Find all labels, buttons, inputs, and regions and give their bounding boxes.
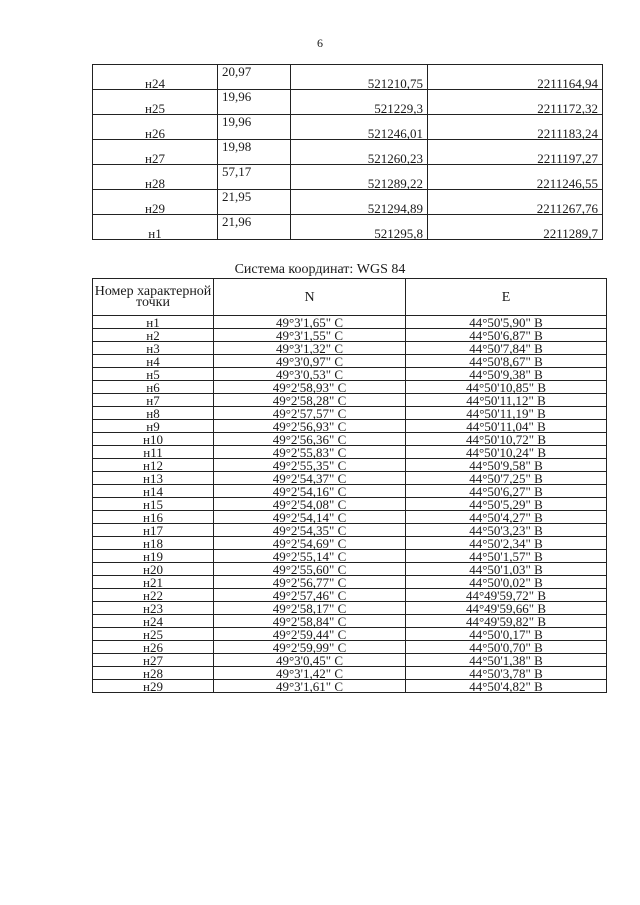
point-id-cell: н17 bbox=[93, 524, 214, 537]
longitude-cell: 44°50'6,27" В bbox=[406, 485, 607, 498]
table-row bbox=[93, 227, 603, 240]
longitude-cell: 44°50'5,29" В bbox=[406, 498, 607, 511]
latitude-cell: 49°2'57,57" С bbox=[214, 407, 406, 420]
longitude-cell: 44°50'4,82" В bbox=[406, 680, 607, 693]
point-id-cell: н10 bbox=[93, 433, 214, 446]
table-row bbox=[93, 654, 607, 667]
longitude-cell: 44°50'6,87" В bbox=[406, 329, 607, 342]
longitude-cell: 44°50'10,85" В bbox=[406, 381, 607, 394]
longitude-cell: 44°50'11,19" В bbox=[406, 407, 607, 420]
longitude-cell: 44°49'59,72" В bbox=[406, 589, 607, 602]
point-id-cell: н18 bbox=[93, 537, 214, 550]
table-row bbox=[93, 485, 607, 498]
table-row bbox=[93, 459, 607, 472]
latitude-cell: 49°2'56,36" С bbox=[214, 433, 406, 446]
latitude-cell: 49°3'1,61" С bbox=[214, 680, 406, 693]
point-id-cell: н27 bbox=[93, 152, 218, 165]
longitude-cell: 44°50'7,25" В bbox=[406, 472, 607, 485]
table-row bbox=[93, 329, 607, 342]
page-number: 6 bbox=[317, 36, 323, 50]
table-row bbox=[93, 550, 607, 563]
latitude-cell: 49°2'57,46" С bbox=[214, 589, 406, 602]
table-row bbox=[93, 576, 607, 589]
distance-cell: 19,98 bbox=[218, 140, 291, 153]
table-row bbox=[93, 498, 607, 511]
point-id-cell: н9 bbox=[93, 420, 214, 433]
point-id-cell: н24 bbox=[93, 615, 214, 628]
point-id-cell: н28 bbox=[93, 177, 218, 190]
latitude-cell: 49°2'58,84" С bbox=[214, 615, 406, 628]
latitude-cell: 49°2'54,08" С bbox=[214, 498, 406, 511]
point-id-cell: н19 bbox=[93, 550, 214, 563]
table-row bbox=[93, 202, 603, 215]
distance-cell: 19,96 bbox=[218, 90, 291, 103]
table-row bbox=[93, 524, 607, 537]
table-row bbox=[93, 641, 607, 654]
latitude-cell: 49°2'54,16" С bbox=[214, 485, 406, 498]
distance-row bbox=[93, 65, 603, 78]
latitude-cell: 49°2'54,37" С bbox=[214, 472, 406, 485]
distance-cell: 21,95 bbox=[218, 190, 291, 203]
latitude-cell: 49°2'55,83" С bbox=[214, 446, 406, 459]
latitude-cell: 49°2'56,93" С bbox=[214, 420, 406, 433]
point-id-cell: н26 bbox=[93, 641, 214, 654]
point-id-cell: н23 bbox=[93, 602, 214, 615]
table-row bbox=[93, 152, 603, 165]
east-header: E bbox=[406, 279, 607, 316]
table-row bbox=[93, 602, 607, 615]
y-coordinate-cell: 2211197,27 bbox=[428, 152, 603, 165]
table-row bbox=[93, 77, 603, 90]
latitude-cell: 49°3'1,32" С bbox=[214, 342, 406, 355]
table-row bbox=[93, 407, 607, 420]
longitude-cell: 44°49'59,82" В bbox=[406, 615, 607, 628]
longitude-cell: 44°50'9,58" В bbox=[406, 459, 607, 472]
distance-row bbox=[93, 165, 603, 178]
longitude-cell: 44°50'1,57" В bbox=[406, 550, 607, 563]
x-coordinate-cell: 521210,75 bbox=[291, 77, 428, 90]
table-row bbox=[93, 472, 607, 485]
x-coordinate-cell: 521294,89 bbox=[291, 202, 428, 215]
latitude-cell: 49°3'1,65" С bbox=[214, 316, 406, 329]
point-id-cell: н14 bbox=[93, 485, 214, 498]
wgs84-coordinates-body bbox=[93, 316, 607, 693]
table-row bbox=[93, 667, 607, 680]
distance-row bbox=[93, 190, 603, 203]
x-coordinate-cell: 521295,8 bbox=[291, 227, 428, 240]
table-row bbox=[93, 394, 607, 407]
latitude-cell: 49°3'0,53" С bbox=[214, 368, 406, 381]
latitude-cell: 49°2'54,14" С bbox=[214, 511, 406, 524]
longitude-cell: 44°50'0,70" В bbox=[406, 641, 607, 654]
longitude-cell: 44°50'0,02" В bbox=[406, 576, 607, 589]
point-id-cell: н26 bbox=[93, 127, 218, 140]
longitude-cell: 44°50'10,72" В bbox=[406, 433, 607, 446]
latitude-cell: 49°3'0,45" С bbox=[214, 654, 406, 667]
latitude-cell: 49°2'55,14" С bbox=[214, 550, 406, 563]
boundary-coordinates-body bbox=[93, 65, 603, 240]
table-row bbox=[93, 102, 603, 115]
longitude-cell: 44°50'1,03" В bbox=[406, 563, 607, 576]
longitude-cell: 44°50'7,84" В bbox=[406, 342, 607, 355]
point-id-cell: н1 bbox=[93, 316, 214, 329]
longitude-cell: 44°50'2,34" В bbox=[406, 537, 607, 550]
y-coordinate-cell: 2211289,7 bbox=[428, 227, 603, 240]
latitude-cell: 49°2'55,60" С bbox=[214, 563, 406, 576]
latitude-cell: 49°2'54,35" С bbox=[214, 524, 406, 537]
distance-cell: 21,96 bbox=[218, 215, 291, 228]
y-coordinate-cell: 2211267,76 bbox=[428, 202, 603, 215]
point-id-cell: н5 bbox=[93, 368, 214, 381]
x-coordinate-cell: 521260,23 bbox=[291, 152, 428, 165]
point-id-cell: н27 bbox=[93, 654, 214, 667]
longitude-cell: 44°50'0,17" В bbox=[406, 628, 607, 641]
latitude-cell: 49°3'0,97" С bbox=[214, 355, 406, 368]
point-id-cell: н24 bbox=[93, 77, 218, 90]
table-row bbox=[93, 615, 607, 628]
point-id-cell: н4 bbox=[93, 355, 214, 368]
longitude-cell: 44°50'10,24" В bbox=[406, 446, 607, 459]
point-id-cell: н3 bbox=[93, 342, 214, 355]
longitude-cell: 44°50'8,67" В bbox=[406, 355, 607, 368]
table-row bbox=[93, 537, 607, 550]
distance-cell: 20,97 bbox=[218, 65, 291, 78]
point-id-cell: н7 bbox=[93, 394, 214, 407]
latitude-cell: 49°3'1,42" С bbox=[214, 667, 406, 680]
latitude-cell: 49°2'56,77" С bbox=[214, 576, 406, 589]
table-row bbox=[93, 368, 607, 381]
point-id-cell: н25 bbox=[93, 628, 214, 641]
distance-row bbox=[93, 140, 603, 153]
table-row bbox=[93, 433, 607, 446]
point-id-cell: н20 bbox=[93, 563, 214, 576]
longitude-cell: 44°49'59,66" В bbox=[406, 602, 607, 615]
table-row bbox=[93, 342, 607, 355]
point-id-cell: н28 bbox=[93, 667, 214, 680]
point-id-cell: н12 bbox=[93, 459, 214, 472]
x-coordinate-cell: 521289,22 bbox=[291, 177, 428, 190]
point-id-cell: н1 bbox=[93, 227, 218, 240]
table-row bbox=[93, 381, 607, 394]
table-row bbox=[93, 628, 607, 641]
x-coordinate-cell: 521246,01 bbox=[291, 127, 428, 140]
table-header-row bbox=[93, 279, 607, 316]
table-row bbox=[93, 420, 607, 433]
distance-row bbox=[93, 115, 603, 128]
point-id-cell: н25 bbox=[93, 102, 218, 115]
point-id-cell: н2 bbox=[93, 329, 214, 342]
latitude-cell: 49°2'59,99" С bbox=[214, 641, 406, 654]
y-coordinate-cell: 2211246,55 bbox=[428, 177, 603, 190]
wgs84-coordinates-table bbox=[92, 278, 607, 693]
point-id-cell: н13 bbox=[93, 472, 214, 485]
point-number-header: Номер характерной точки bbox=[93, 279, 214, 316]
point-id-cell: н8 bbox=[93, 407, 214, 420]
distance-row bbox=[93, 90, 603, 103]
longitude-cell: 44°50'1,38" В bbox=[406, 654, 607, 667]
longitude-cell: 44°50'11,12" В bbox=[406, 394, 607, 407]
north-header: N bbox=[214, 279, 406, 316]
x-coordinate-cell: 521229,3 bbox=[291, 102, 428, 115]
latitude-cell: 49°2'58,93" С bbox=[214, 381, 406, 394]
distance-row bbox=[93, 215, 603, 228]
point-id-cell: н29 bbox=[93, 680, 214, 693]
y-coordinate-cell: 2211172,32 bbox=[428, 102, 603, 115]
point-id-cell: н21 bbox=[93, 576, 214, 589]
table-row bbox=[93, 446, 607, 459]
table-row bbox=[93, 680, 607, 693]
point-id-cell: н29 bbox=[93, 202, 218, 215]
table-row bbox=[93, 589, 607, 602]
longitude-cell: 44°50'11,04" В bbox=[406, 420, 607, 433]
table-row bbox=[93, 177, 603, 190]
table-row bbox=[93, 511, 607, 524]
table-row bbox=[93, 563, 607, 576]
distance-cell: 19,96 bbox=[218, 115, 291, 128]
latitude-cell: 49°2'55,35" С bbox=[214, 459, 406, 472]
y-coordinate-cell: 2211164,94 bbox=[428, 77, 603, 90]
latitude-cell: 49°3'1,55" С bbox=[214, 329, 406, 342]
latitude-cell: 49°2'59,44" С bbox=[214, 628, 406, 641]
boundary-coordinates-table bbox=[92, 64, 603, 240]
point-id-cell: н15 bbox=[93, 498, 214, 511]
point-id-cell: н16 bbox=[93, 511, 214, 524]
longitude-cell: 44°50'3,23" В bbox=[406, 524, 607, 537]
table-row bbox=[93, 355, 607, 368]
longitude-cell: 44°50'4,27" В bbox=[406, 511, 607, 524]
distance-cell: 57,17 bbox=[218, 165, 291, 178]
longitude-cell: 44°50'5,90" В bbox=[406, 316, 607, 329]
table-row bbox=[93, 316, 607, 329]
longitude-cell: 44°50'3,78" В bbox=[406, 667, 607, 680]
y-coordinate-cell: 2211183,24 bbox=[428, 127, 603, 140]
latitude-cell: 49°2'54,69" С bbox=[214, 537, 406, 550]
point-id-cell: н22 bbox=[93, 589, 214, 602]
coordinate-system-title: Система координат: WGS 84 bbox=[234, 262, 406, 277]
latitude-cell: 49°2'58,28" С bbox=[214, 394, 406, 407]
point-id-cell: н11 bbox=[93, 446, 214, 459]
point-id-cell: н6 bbox=[93, 381, 214, 394]
table-row bbox=[93, 127, 603, 140]
longitude-cell: 44°50'9,38" В bbox=[406, 368, 607, 381]
latitude-cell: 49°2'58,17" С bbox=[214, 602, 406, 615]
